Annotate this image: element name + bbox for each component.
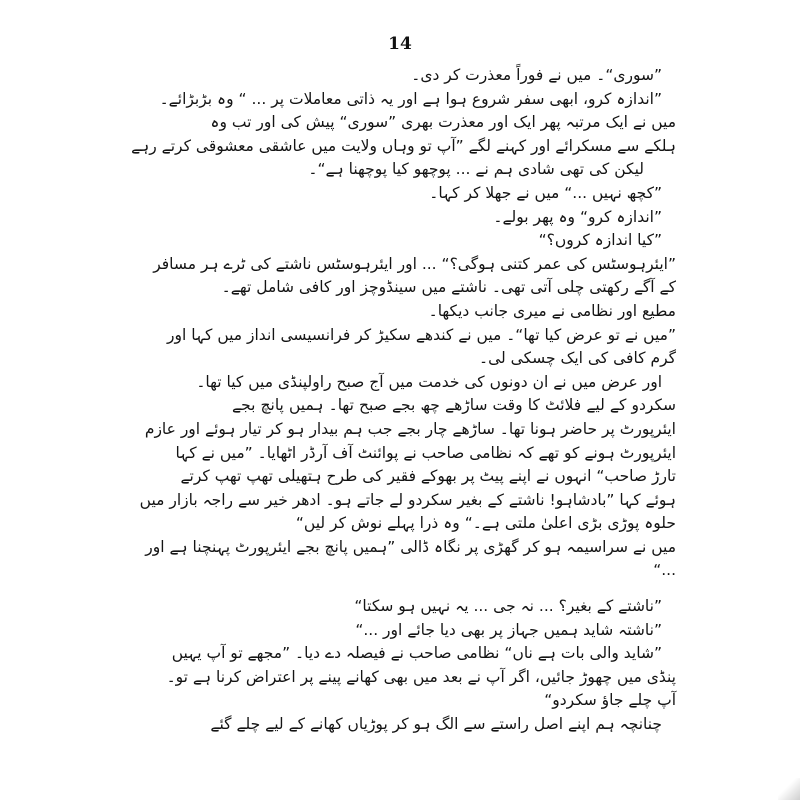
text-line: ایئرپورٹ پر حاضر ہونا تھا۔ ساڑھے چار بجے جب ہم بیدار ہو کر تیار ہوئے اور عازم: [144, 419, 676, 438]
text-line: ”ناشتہ شاید ہمیں جہاز پر بھی دیا جائے اور ...“: [355, 620, 662, 639]
text-line: ایئرپورٹ ہونے کو تھے کہ نظامی صاحب نے پوائنٹ آف آرڈر اٹھایا۔ ”میں نے کہا: [175, 443, 676, 462]
text-line: اور عرض میں نے ان دونوں کی خدمت میں آج صبح راولپنڈی میں کیا تھا۔: [196, 372, 662, 391]
text-line: لیکن کی تھی شادی ہم نے ... پوچھو کیا پوچھنا ہے“۔: [308, 160, 644, 179]
text-line: سکردو کے لیے فلائٹ کا وقت ساڑھے چھ بجے صبح تھا۔ ہمیں پانچ بجے: [232, 396, 676, 415]
text-line: ”کیا اندازہ کروں؟“: [538, 231, 662, 250]
text-line: میں نے سراسیمہ ہو کر گھڑی پر نگاہ ڈالی ”ہمیں پانچ بجے ایئرپورٹ پہنچنا ہے اور: [145, 537, 676, 556]
text-line: مطیع اور نظامی نے میری جانب دیکھا۔: [428, 301, 676, 320]
text-line: چنانچہ ہم اپنے اصل راستے سے الگ ہو کر پوڑیاں کھانے کے لیے چلے گئے: [210, 715, 662, 734]
scan-corner-shadow: [778, 778, 800, 800]
text-line: حلوہ پوڑی بڑی اعلیٰ ملتی ہے۔“ وہ ذرا پہلے نوش کر لیں“: [295, 514, 676, 533]
text-line: ”کچھ نہیں ...“ میں نے جھلا کر کہا۔: [429, 183, 662, 202]
text-line: ”اندازہ کرو“ وہ پھر بولے۔: [493, 207, 662, 226]
text-line: ”شاید والی بات ہے ناں“ نظامی صاحب نے فیصلہ دے دیا۔ ”مجھے تو آپ یہیں: [171, 644, 662, 663]
text-line: پنڈی میں چھوڑ جائیں، اگر آپ نے بعد میں بھی کھانے پینے پر اعتراض کرنا ہے تو۔: [166, 667, 676, 686]
text-line: ہلکے سے مسکرائے اور کہنے لگے ”آپ تو وہاں ولایت میں عاشقی معشوقی کرتے رہے: [131, 136, 676, 155]
page-number: 14: [388, 34, 412, 54]
text-line: تارڑ صاحب“ انہوں نے اپنے پیٹ پر بھوکے فقیر کی طرح ہتھیلی تھپ تھپ کرتے: [180, 467, 676, 486]
text-line: ”سوری“۔ میں نے فوراً معذرت کر دی۔: [411, 66, 662, 84]
text-line: ”میں نے تو عرض کیا تھا“۔ میں نے کندھے سکیڑ کر فرانسیسی انداز میں کہا اور: [167, 325, 676, 344]
text-line: ”ایئرہوسٹس کی عمر کتنی ہوگی؟“ ... اور ایئرہوسٹس ناشتے کی ٹرے ہر مسافر: [153, 254, 676, 273]
text-line: ہوئے کہا ”بادشاہو! ناشتے کے بغیر سکردو لے جاتے ہو۔ ادھر خیر سے راجہ بازار میں: [139, 490, 676, 509]
text-line: کے آگے رکھتی چلی آتی تھی۔ ناشتے میں سینڈوچز اور کافی شامل تھے۔: [221, 278, 676, 297]
text-line: ”اندازہ کرو، ابھی سفر شروع ہوا ہے اور یہ ذاتی معاملات پر ... “ وہ بڑبڑائے۔: [159, 89, 662, 108]
text-line: گرم کافی کی ایک چسکی لی۔: [479, 349, 676, 368]
text-line: میں نے ایک مرتبہ پھر ایک اور معذرت بھری ”سوری“ پیش کی اور تب وہ: [210, 113, 676, 132]
text-line: آپ چلے جاؤ سکردو“: [544, 691, 676, 710]
text-line: ”ناشتے کے بغیر؟ ... نہ جی ... یہ نہیں ہو سکتا“: [354, 597, 662, 616]
text-line: ...“: [653, 561, 676, 580]
body-text: [131, 64, 676, 737]
